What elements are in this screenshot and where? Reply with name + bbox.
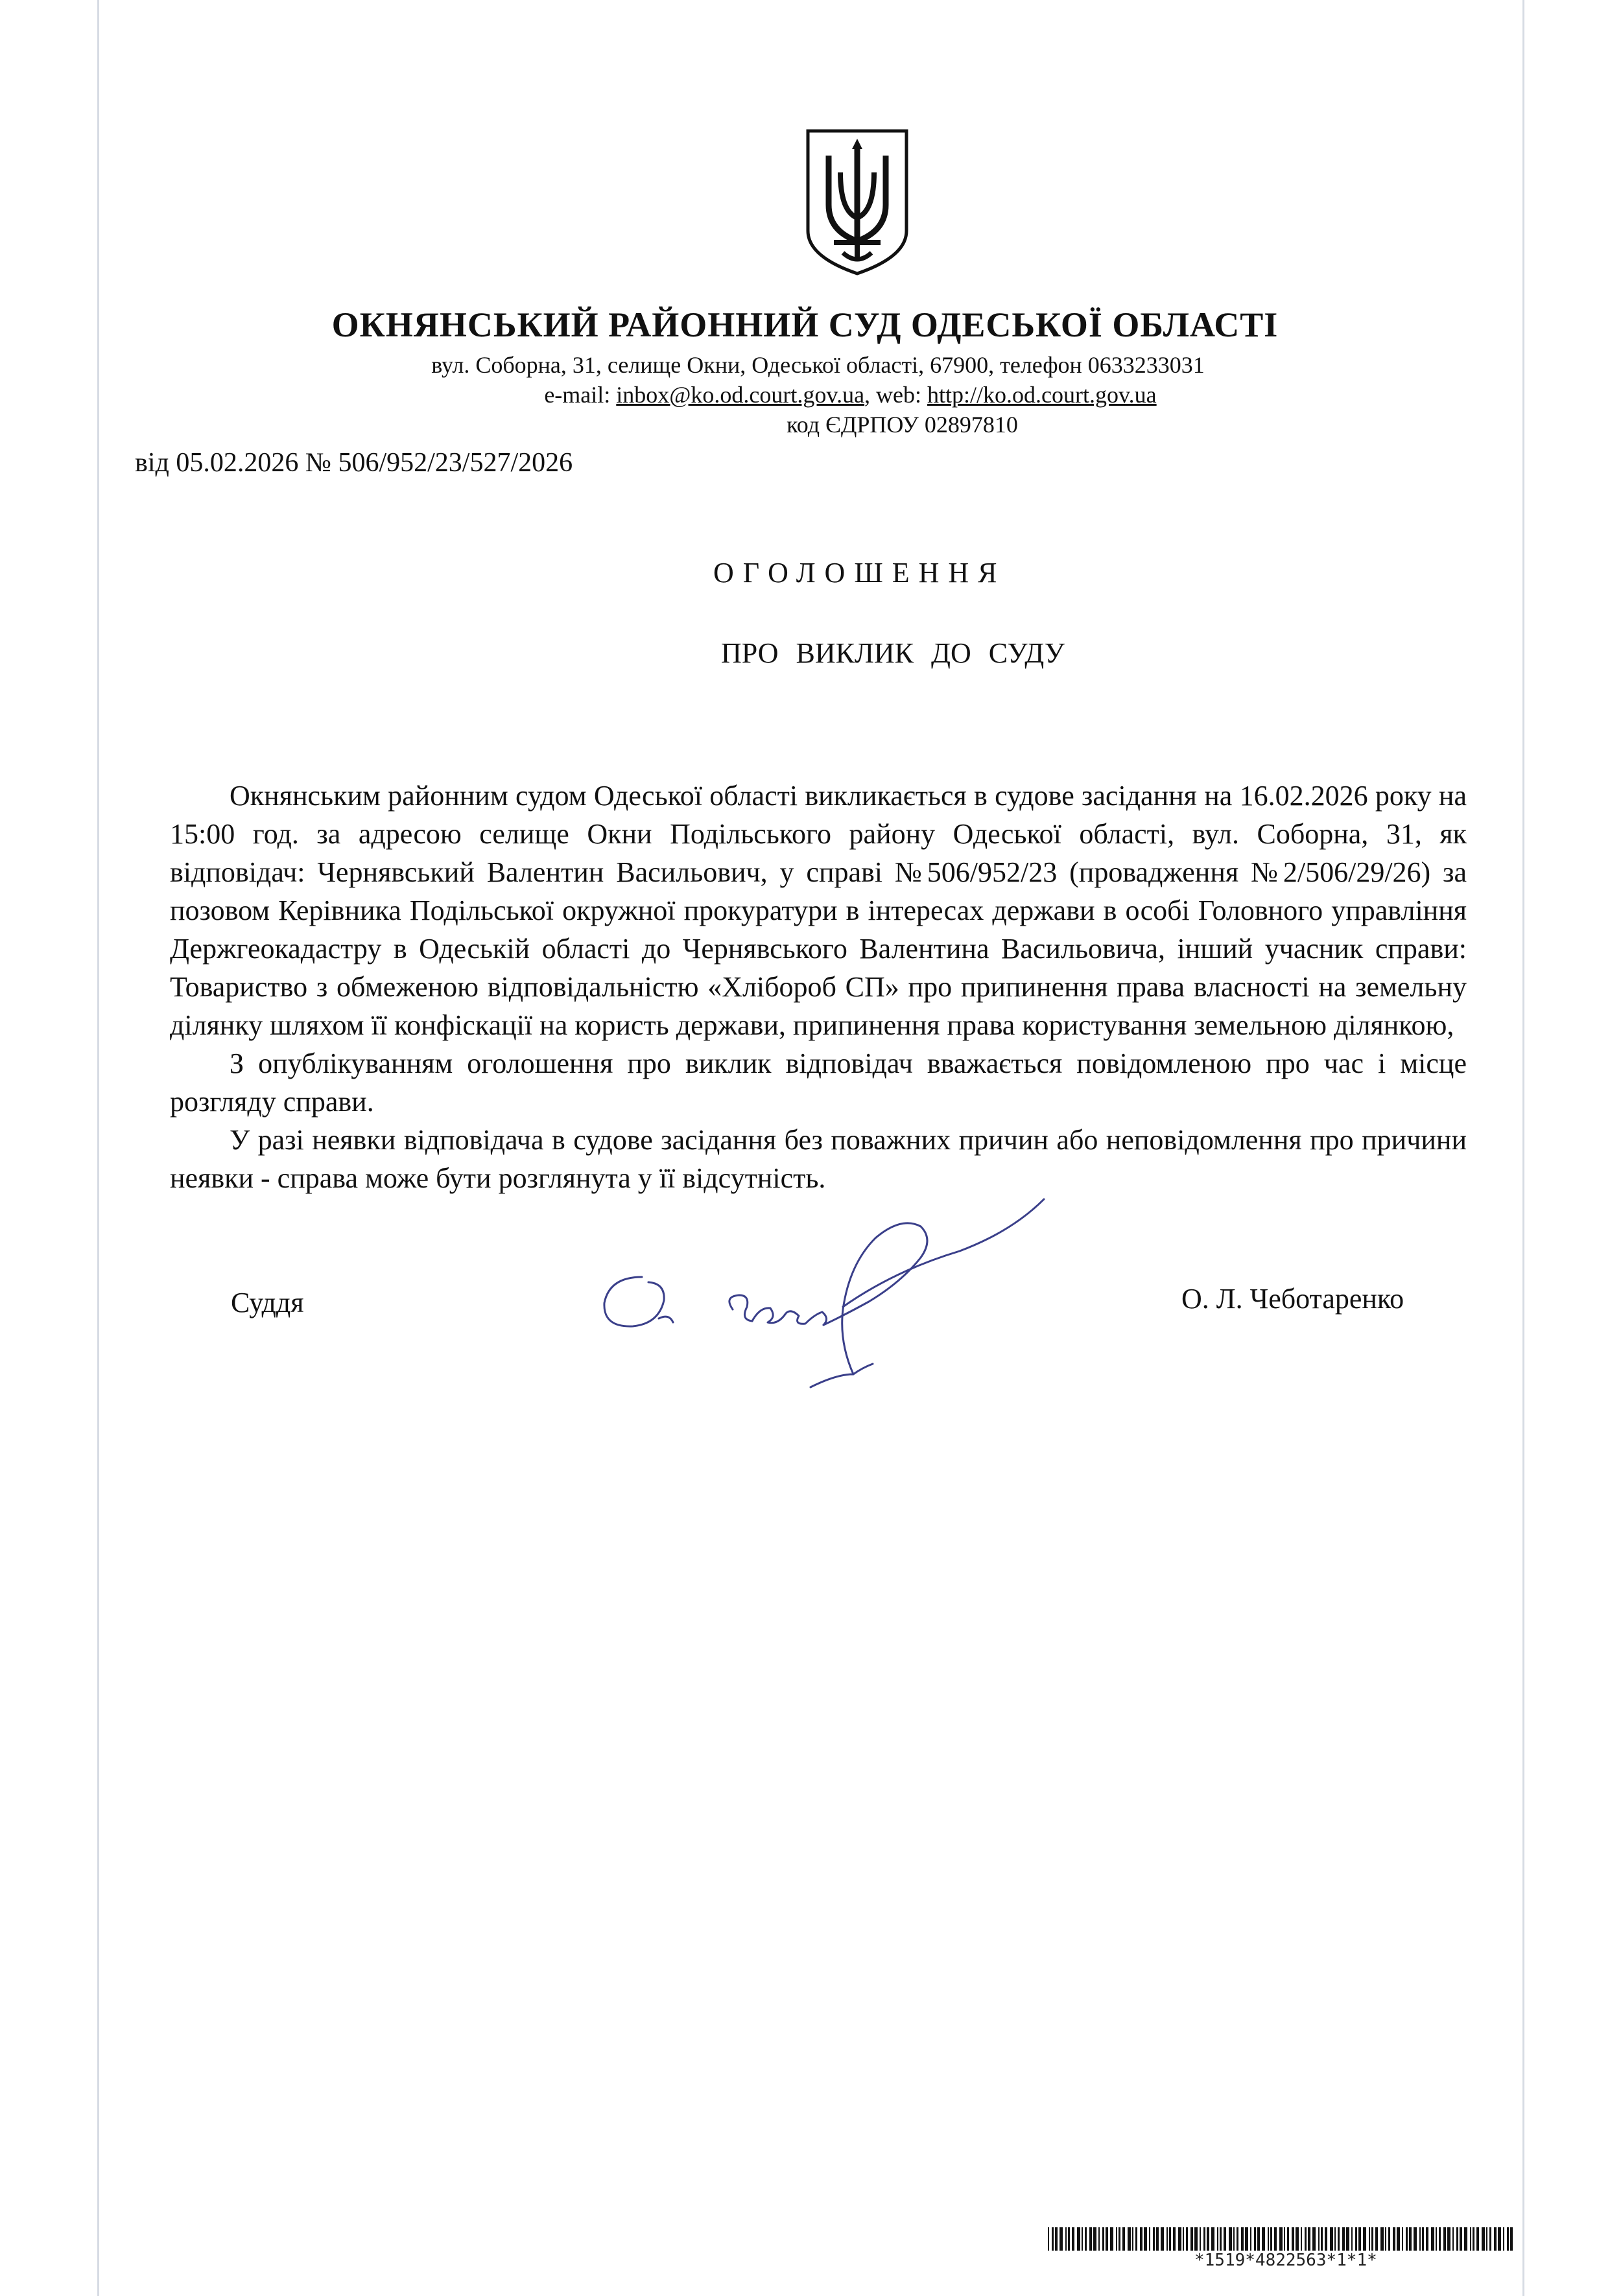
announcement-body (170, 777, 1467, 1197)
barcode-bar (1254, 2227, 1256, 2251)
barcode-bar (1173, 2227, 1176, 2251)
barcode-number: *1519*4822563*1*1* (1194, 2251, 1377, 2270)
barcode-bar (1156, 2227, 1159, 2251)
paragraph: Окнянським районним судом Одеської області викликається в судове засідання на 16.02.2026 року на 15:00 год. за адресою селище Окни Подільського району Одеської області, вул. Соборна, 31, як відповідач: Чернявський Валентин Васильович, у справі №506/952/23 (провадження №2/506/29/26) за позовом Керівника Подільської окружної прокуратури в інтересах держави в особі Головного управління Держгеокадастру в Одеській області до Чернявського Валентина Васильовича, інший учасник справи: Товариство з обмеженою відповідальністю «Хлібороб СП» про припинення права власності на земельну ділянку шляхом її конфіскації на користь держави, припинення права користування земельною ділянкою, (170, 780, 1467, 1041)
barcode-bar (1342, 2227, 1345, 2251)
barcode-bar (1397, 2227, 1400, 2251)
barcode-bar (1207, 2227, 1209, 2251)
barcode-bar (1436, 2227, 1437, 2251)
barcode-bar (1190, 2227, 1193, 2251)
barcode-bar (1274, 2227, 1277, 2251)
barcode-bar (1292, 2227, 1294, 2251)
barcode-bar (1325, 2227, 1327, 2251)
barcode-bar (1447, 2227, 1450, 2251)
barcode-bar (1060, 2227, 1063, 2251)
barcode-bar (1065, 2227, 1067, 2251)
barcode-bar (1486, 2227, 1487, 2251)
barcode-bar (1233, 2227, 1235, 2251)
barcode-bar (1489, 2227, 1491, 2251)
barcode-bar (1149, 2227, 1150, 2251)
barcode-bar (1262, 2227, 1265, 2251)
barcode-bar (1330, 2227, 1333, 2251)
barcode-bar (1402, 2227, 1403, 2251)
barcode-bar (1312, 2227, 1316, 2251)
barcode-bar (1153, 2227, 1155, 2251)
barcode-bar (1224, 2227, 1226, 2251)
barcode-bar (1048, 2227, 1049, 2251)
barcode-bar (1144, 2227, 1147, 2251)
web-link[interactable]: http://ko.od.court.gov.ua (927, 382, 1157, 408)
court-address: вул. Соборна, 31, селище Окни, Одеської області, 67900, телефон 0633233031 (431, 352, 1205, 378)
barcode-bar (1470, 2227, 1471, 2251)
barcode-bar (1279, 2227, 1283, 2251)
barcode-bar (1369, 2227, 1370, 2251)
barcode-bar (1128, 2227, 1131, 2251)
barcode-bar (1305, 2227, 1307, 2251)
barcode-bar (1183, 2227, 1184, 2251)
barcode-bar (1388, 2227, 1390, 2251)
barcode-bar (1229, 2227, 1232, 2251)
barcode-bar (1217, 2227, 1218, 2251)
barcode-bar (1268, 2227, 1269, 2251)
barcode-bar (1250, 2227, 1251, 2251)
barcode-bar (1098, 2227, 1100, 2251)
barcode-bar (1186, 2227, 1188, 2251)
barcode-bar (1460, 2227, 1462, 2251)
barcode-bar (1419, 2227, 1421, 2251)
barcode-bar (1482, 2227, 1485, 2251)
barcode-bar (1237, 2227, 1238, 2251)
barcode-bar (1308, 2227, 1310, 2251)
court-contacts (45, 381, 1610, 408)
barcode-bar (1443, 2227, 1446, 2251)
barcode-bar (1334, 2227, 1336, 2251)
barcode-bar (1426, 2227, 1428, 2251)
barcode-bar (1414, 2227, 1417, 2251)
barcode-bar (1241, 2227, 1244, 2251)
barcode-bar (1194, 2227, 1198, 2251)
barcode-bar (1119, 2227, 1120, 2251)
barcode-bar (1089, 2227, 1092, 2251)
barcode-bar (1284, 2227, 1285, 2251)
barcode-bar (1122, 2227, 1125, 2251)
barcode-bar (1363, 2227, 1366, 2251)
barcode-bar (1102, 2227, 1104, 2251)
barcode-bar (1380, 2227, 1384, 2251)
barcode-bar (1052, 2227, 1054, 2251)
barcode-bar (1085, 2227, 1087, 2251)
barcode-bar (1166, 2227, 1168, 2251)
barcode-bar (1220, 2227, 1222, 2251)
barcode-bar (1270, 2227, 1272, 2251)
email-label: e-mail: (544, 382, 617, 408)
paragraph: У разі неявки відповідача в судове засідання без поважних причин або неповідомлення про причини неявки - справа може бути розглянута у її відсутність. (170, 1124, 1467, 1194)
barcode-bar (1456, 2227, 1458, 2251)
barcode-bar (1211, 2227, 1214, 2251)
barcode-bar (1106, 2227, 1108, 2251)
web-label: , web: (864, 382, 928, 408)
barcode-bar (1431, 2227, 1434, 2251)
barcode-bar (1178, 2227, 1181, 2251)
barcode-bar (1287, 2227, 1289, 2251)
barcode-bar (1135, 2227, 1137, 2251)
barcode-bar (1358, 2227, 1361, 2251)
coat-of-arms-icon (803, 127, 912, 276)
barcode-bar (1409, 2227, 1412, 2251)
judge-name: О. Л. Чеботаренко (1181, 1283, 1404, 1315)
barcode-bar (1346, 2227, 1349, 2251)
barcode-bar (1439, 2227, 1441, 2251)
barcode-bar (1203, 2227, 1205, 2251)
barcode-bar (1140, 2227, 1142, 2251)
barcode-bar (1375, 2227, 1378, 2251)
barcode (1048, 2227, 1515, 2251)
barcode-bar (1351, 2227, 1353, 2251)
edrpou-code: код ЄДРПОУ 02897810 (787, 412, 1018, 438)
barcode-bar (1055, 2227, 1058, 2251)
barcode-bar (1116, 2227, 1117, 2251)
barcode-bar (1338, 2227, 1340, 2251)
barcode-bar (1068, 2227, 1070, 2251)
barcode-bar (1498, 2227, 1501, 2251)
handwritten-signature (597, 1180, 1089, 1413)
barcode-bar (1077, 2227, 1080, 2251)
barcode-bar (1473, 2227, 1474, 2251)
judge-role: Суддя (231, 1287, 304, 1318)
barcode-bar (1494, 2227, 1497, 2251)
barcode-bar (1169, 2227, 1171, 2251)
barcode-bar (1371, 2227, 1373, 2251)
barcode-bar (1161, 2227, 1164, 2251)
barcode-bar (1393, 2227, 1395, 2251)
barcode-bar (1245, 2227, 1248, 2251)
barcode-bar (1452, 2227, 1454, 2251)
court-name: ОКНЯНСЬКИЙ РАЙОННИЙ СУД ОДЕСЬКОЇ ОБЛАСТІ (331, 305, 1279, 344)
barcode-bar (1296, 2227, 1299, 2251)
document-subtitle: ПРО ВИКЛИК ДО СУДУ (721, 637, 1065, 669)
barcode-bar (1082, 2227, 1083, 2251)
barcode-bar (1093, 2227, 1096, 2251)
barcode-bar (1406, 2227, 1408, 2251)
barcode-bar (1301, 2227, 1302, 2251)
barcode-bar (1257, 2227, 1260, 2251)
document-reference: від 05.02.2026 № 506/952/23/527/2026 (135, 448, 573, 478)
email-link[interactable]: inbox@ko.od.court.gov.ua (616, 382, 865, 408)
barcode-bar (1355, 2227, 1357, 2251)
paragraph: З опублікуванням оголошення про виклик відповідач вважається повідомленою про час і місце розгляду справи. (170, 1048, 1467, 1118)
barcode-bar (1476, 2227, 1479, 2251)
barcode-bar (1503, 2227, 1504, 2251)
barcode-bar (1385, 2227, 1386, 2251)
barcode-bar (1072, 2227, 1074, 2251)
barcode-bar (1318, 2227, 1320, 2251)
barcode-bar (1200, 2227, 1201, 2251)
document-title: ОГОЛОШЕННЯ (713, 557, 1006, 589)
barcode-bar (1321, 2227, 1323, 2251)
barcode-bar (1507, 2227, 1509, 2251)
barcode-bar (1110, 2227, 1113, 2251)
barcode-bar (1464, 2227, 1467, 2251)
barcode-bar (1132, 2227, 1133, 2251)
barcode-bar (1422, 2227, 1424, 2251)
barcode-bar (1510, 2227, 1513, 2251)
